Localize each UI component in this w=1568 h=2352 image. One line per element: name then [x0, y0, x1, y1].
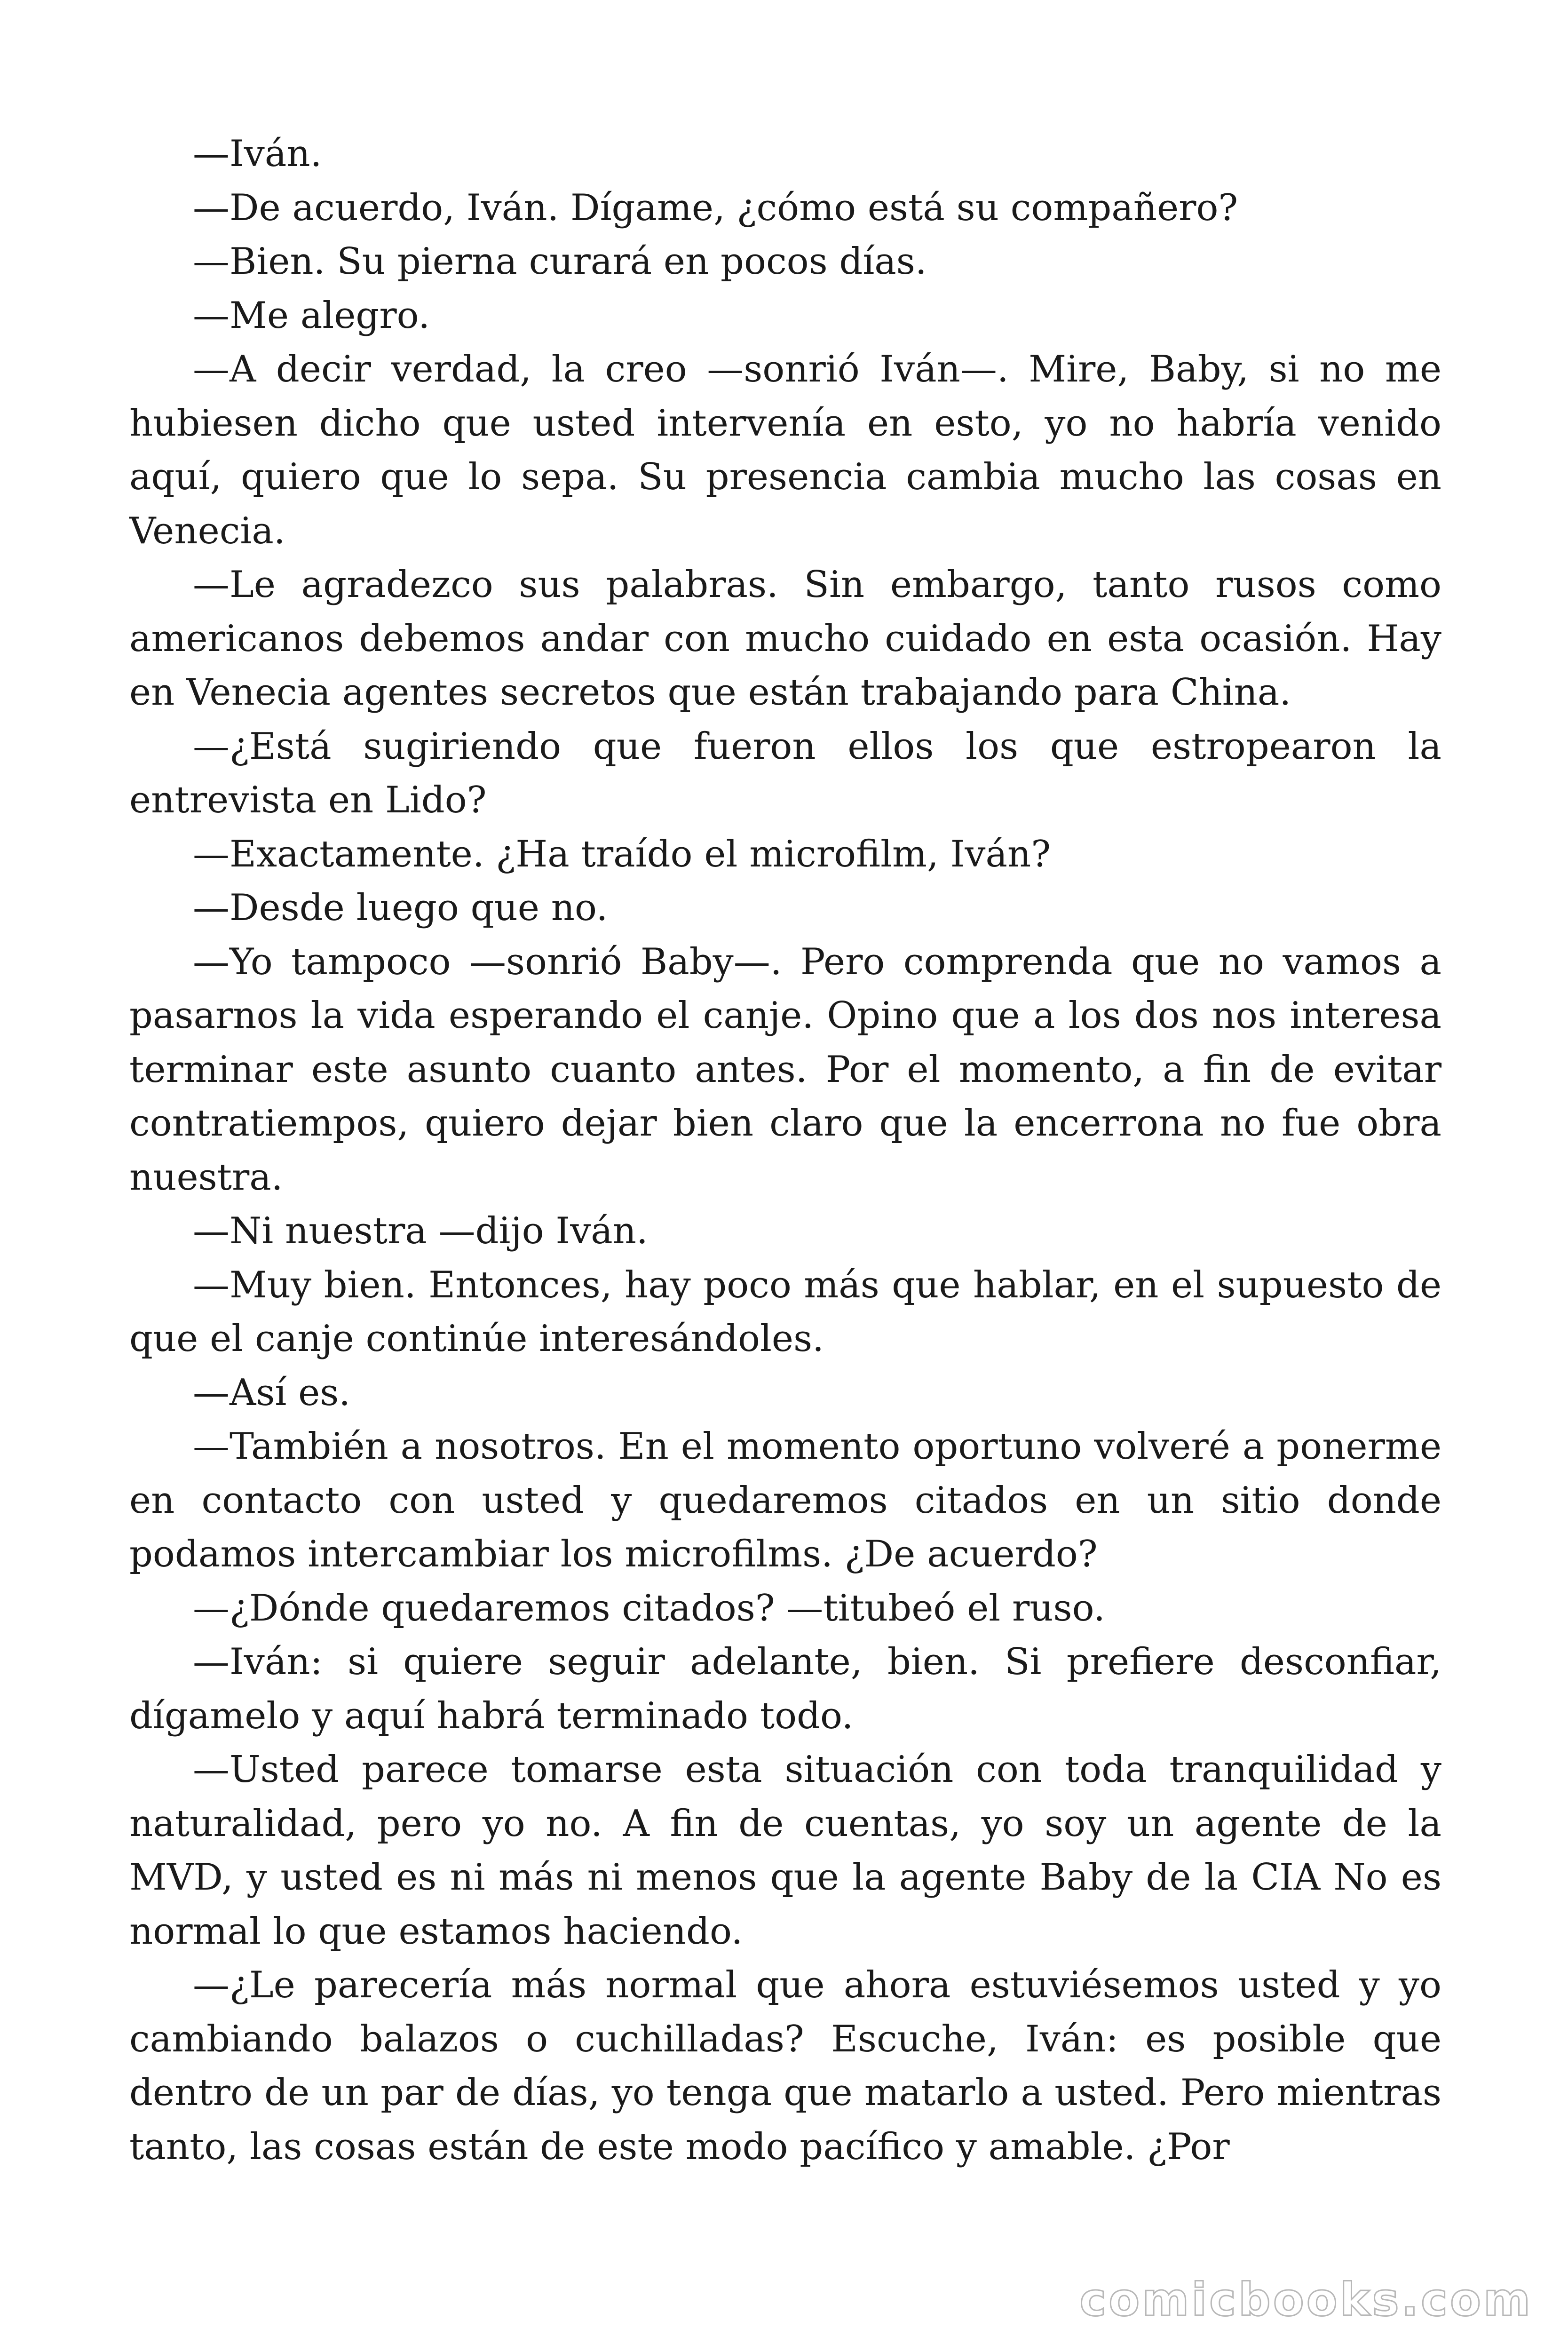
- paragraph: —Iván: si quiere seguir adelante, bien. Si prefiere desconfiar, dígamelo y aquí habrá terminado todo.: [129, 1641, 1441, 1737]
- page-text-body: [129, 127, 1441, 2174]
- paragraph: —Muy bien. Entonces, hay poco más que hablar, en el supuesto de que el canje continúe interesándoles.: [129, 1263, 1441, 1360]
- paragraph: —¿Le parecería más normal que ahora estuviésemos usted y yo cambiando balazos o cuchilladas? Escuche, Iván: es posible que dentro de un par de días, yo tenga que matarlo a usted. Pero mientras tanto, las cosas están de este modo pacífico y amable. ¿Por: [129, 1964, 1441, 2168]
- paragraph: —Me alegro.: [193, 294, 430, 337]
- paragraph: —A decir verdad, la creo —sonrió Iván—. Mire, Baby, si no me hubiesen dicho que usted intervenía en esto, yo no habría venido aquí, quiero que lo sepa. Su presencia cambia mucho las cosas en Venecia.: [129, 348, 1441, 552]
- paragraph: —De acuerdo, Iván. Dígame, ¿cómo está su compañero?: [193, 186, 1238, 229]
- paragraph: —Desde luego que no.: [193, 887, 608, 929]
- paragraph: —Usted parece tomarse esta situación con toda tranquilidad y naturalidad, pero yo no. A fin de cuentas, yo soy un agente de la MVD, y usted es ni más ni menos que la agente Baby de la CIA No es normal lo que estamos haciendo.: [129, 1748, 1441, 1953]
- paragraph: —Así es.: [193, 1371, 351, 1414]
- paragraph: —¿Está sugiriendo que fueron ellos los que estropearon la entrevista en Lido?: [129, 725, 1441, 821]
- paragraph: —También a nosotros. En el momento oportuno volveré a ponerme en contacto con usted y quedaremos citados en un sitio donde podamos intercambiar los microfilms. ¿De acuerdo?: [129, 1425, 1441, 1575]
- paragraph: —¿Dónde quedaremos citados? —titubeó el ruso.: [193, 1587, 1105, 1629]
- paragraph: —Bien. Su pierna curará en pocos días.: [193, 240, 927, 283]
- paragraph: —Iván.: [193, 133, 322, 175]
- paragraph: —Yo tampoco —sonrió Baby—. Pero comprenda que no vamos a pasarnos la vida esperando el canje. Opino que a los dos nos interesa terminar este asunto cuanto antes. Por el momento, a fin de evitar contratiempos, quiero dejar bien claro que la encerrona no fue obra nuestra.: [129, 940, 1441, 1199]
- paragraph: —Ni nuestra —dijo Iván.: [193, 1210, 648, 1252]
- watermark: comicbooks.com: [1079, 2273, 1533, 2326]
- paragraph: —Exactamente. ¿Ha traído el microfilm, Iván?: [193, 833, 1051, 875]
- paragraph: —Le agradezco sus palabras. Sin embargo, tanto rusos como americanos debemos andar con mucho cuidado en esta ocasión. Hay en Venecia agentes secretos que están trabajando para China.: [129, 564, 1441, 714]
